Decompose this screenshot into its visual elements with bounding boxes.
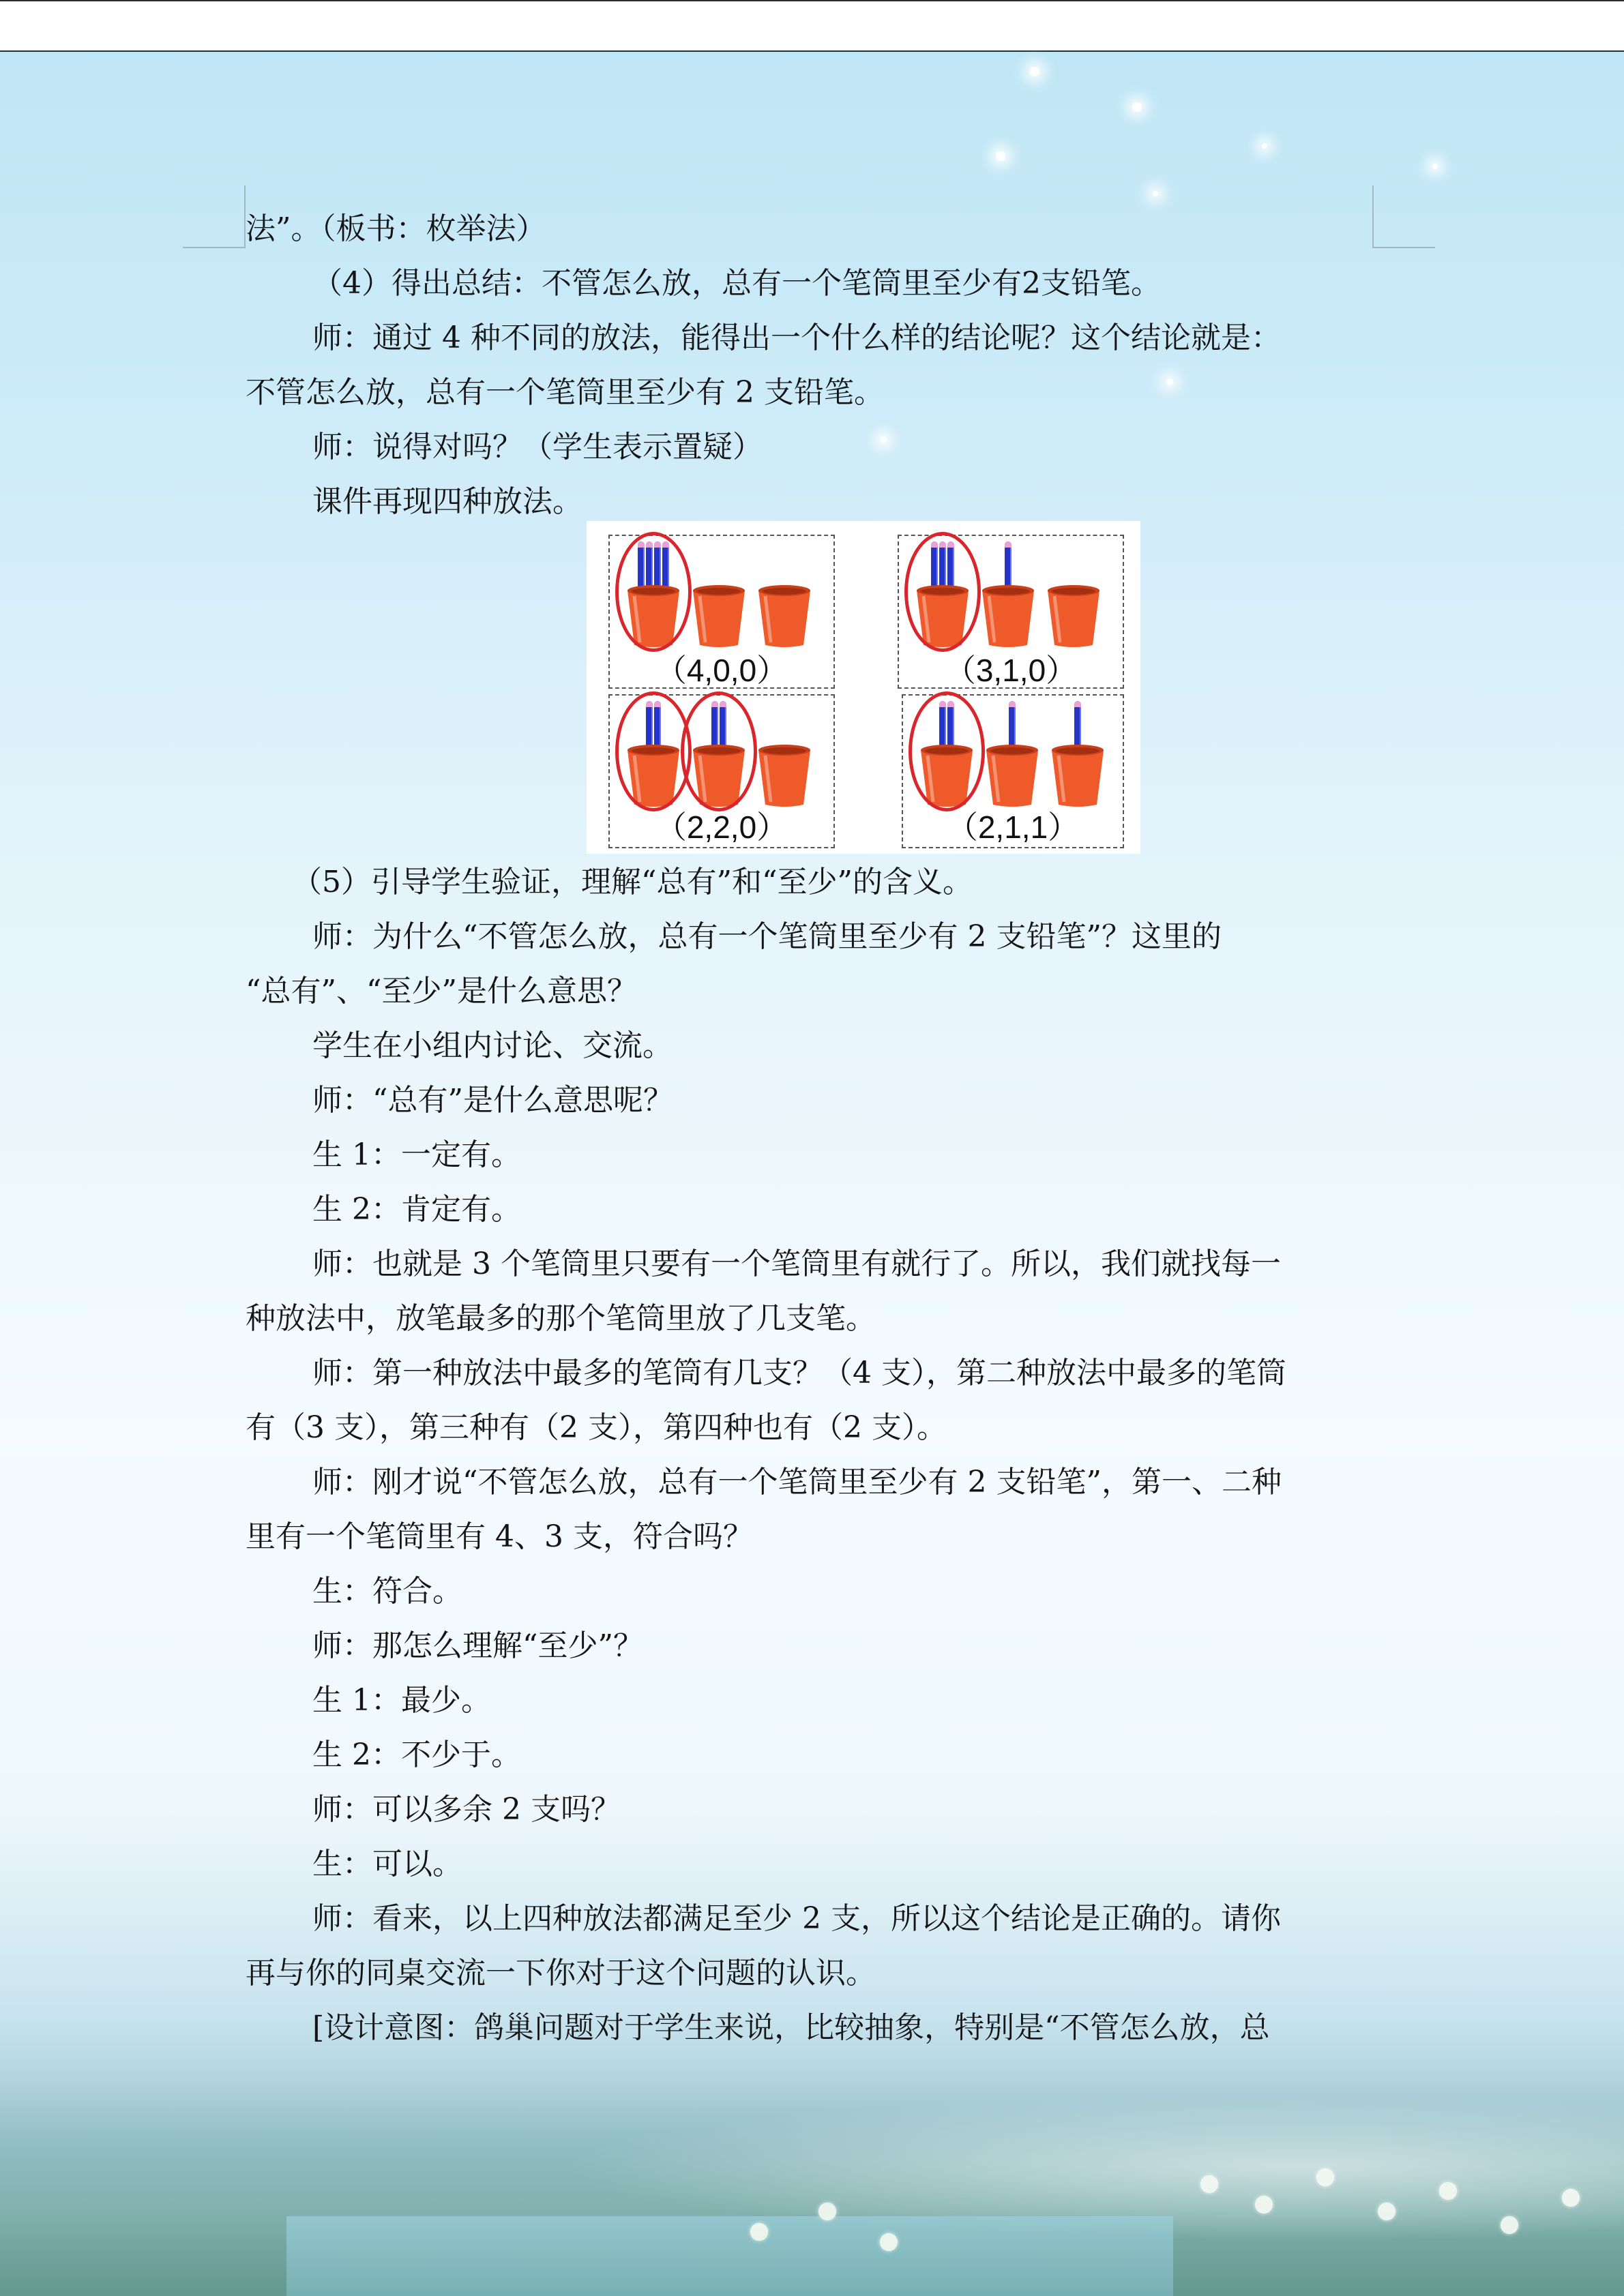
paragraph: 有（3 支），第三种有（2 支），第四种也有（2 支）。 <box>246 1410 947 1445</box>
paragraph: 生：符合。 <box>312 1574 462 1609</box>
sparkle-decoration <box>1432 164 1438 169</box>
pencil-eraser <box>1074 701 1081 707</box>
pencil-cup <box>756 584 813 648</box>
pencil-cup <box>690 584 748 648</box>
corner-mark-left <box>183 185 246 248</box>
sparkle-decoration <box>1153 191 1158 196</box>
highlight-circle <box>904 532 981 652</box>
paragraph: 生：可以。 <box>312 1847 462 1881</box>
corner-mark-right <box>1372 185 1435 248</box>
flower-decoration <box>1255 2196 1273 2213</box>
highlight-circle <box>909 691 985 811</box>
arrangement-cell <box>608 694 835 848</box>
sparkle-decoration <box>1132 102 1142 112</box>
flower-decoration <box>880 2233 898 2251</box>
sparkle-decoration <box>996 151 1005 161</box>
paragraph: 再与你的同桌交流一下你对于这个问题的认识。 <box>246 1956 876 1991</box>
paragraph: [设计意图：鸽巢问题对于学生来说，比较抽象，特别是“不管怎么放，总 <box>312 2010 1270 2045</box>
text-block-2 <box>246 855 1378 2055</box>
arrangement-label: （4,0,0） <box>655 653 788 688</box>
pencil-cup <box>984 743 1041 807</box>
sparkle-decoration <box>1262 143 1267 149</box>
sparkle-decoration <box>1030 67 1039 76</box>
paragraph: 师：第一种放法中最多的笔筒有几支？（4 支），第二种放法中最多的笔筒 <box>312 1356 1286 1390</box>
paragraph: 师：刚才说“不管怎么放，总有一个笔筒里至少有 2 支铅笔”，第一、二种 <box>312 1465 1282 1500</box>
paragraph: “总有”、“至少”是什么意思？ <box>246 974 637 1009</box>
paragraph: 学生在小组内讨论、交流。 <box>312 1028 673 1063</box>
arrangement-cell <box>902 694 1124 848</box>
arrangement-cell <box>898 535 1124 689</box>
flower-decoration <box>1562 2189 1580 2207</box>
paragraph: 师：也就是 3 个笔筒里只要有一个笔筒里有就行了。所以，我们就找每一 <box>312 1247 1281 1281</box>
pencil-cup-figure <box>587 521 1140 854</box>
paragraph: 师：那怎么理解“至少”？ <box>312 1628 643 1663</box>
paragraph: 课件再现四种放法。 <box>312 484 582 519</box>
flower-decoration <box>750 2223 768 2241</box>
text-block-1 <box>246 202 1378 529</box>
flower-decoration <box>818 2203 836 2220</box>
pencil-cup <box>979 584 1037 648</box>
pencil-cup <box>1045 584 1102 648</box>
highlight-circle <box>615 532 692 652</box>
flower-decoration <box>1200 2175 1218 2193</box>
paragraph: 师：通过 4 种不同的放法，能得出一个什么样的结论呢？这个结论就是： <box>312 320 1281 355</box>
paragraph: 生 2：肯定有。 <box>312 1192 521 1227</box>
paragraph: 不管怎么放，总有一个笔筒里至少有 2 支铅笔。 <box>246 375 884 410</box>
flower-decoration <box>1378 2203 1396 2220</box>
highlight-circle <box>681 691 757 811</box>
paragraph: 法”。（板书：枚举法） <box>246 211 546 246</box>
flower-decoration <box>1316 2168 1334 2186</box>
paragraph: 生 1：最少。 <box>312 1683 491 1718</box>
paragraph: （4）得出总结：不管怎么放，总有一个笔筒里至少有2支铅笔。 <box>312 266 1161 301</box>
paragraph: 生 2：不少于。 <box>312 1738 521 1772</box>
paragraph: 师：可以多余 2 支吗？ <box>312 1792 621 1827</box>
water-decoration <box>286 2216 1173 2296</box>
arrangement-label: （2,1,1） <box>946 809 1080 845</box>
pencil-cup <box>756 743 813 807</box>
paragraph: 师：说得对吗？（学生表示置疑） <box>312 430 763 464</box>
flower-decoration <box>1439 2182 1457 2200</box>
pencil-eraser <box>1009 701 1016 707</box>
top-margin-bar <box>0 0 1624 50</box>
paragraph: （5）引导学生验证，理解“总有”和“至少”的含义。 <box>292 865 973 899</box>
paragraph: 师：看来，以上四种放法都满足至少 2 支，所以这个结论是正确的。请你 <box>312 1901 1281 1936</box>
arrangement-label: （3,1,0） <box>944 653 1078 688</box>
paragraph: 师：为什么“不管怎么放，总有一个笔筒里至少有 2 支铅笔”？这里的 <box>312 919 1222 954</box>
pencil-cup <box>1049 743 1106 807</box>
pencil-eraser <box>1005 541 1012 548</box>
flower-decoration <box>1501 2216 1518 2234</box>
paragraph: 师：“总有”是什么意思呢？ <box>312 1083 673 1118</box>
paragraph: 里有一个笔筒里有 4、3 支，符合吗？ <box>246 1519 753 1554</box>
paragraph: 种放法中，放笔最多的那个笔筒里放了几支笔。 <box>246 1301 876 1336</box>
arrangement-cell <box>608 535 835 689</box>
arrangement-label: （2,2,0） <box>655 809 788 845</box>
paragraph: 生 1：一定有。 <box>312 1137 521 1172</box>
